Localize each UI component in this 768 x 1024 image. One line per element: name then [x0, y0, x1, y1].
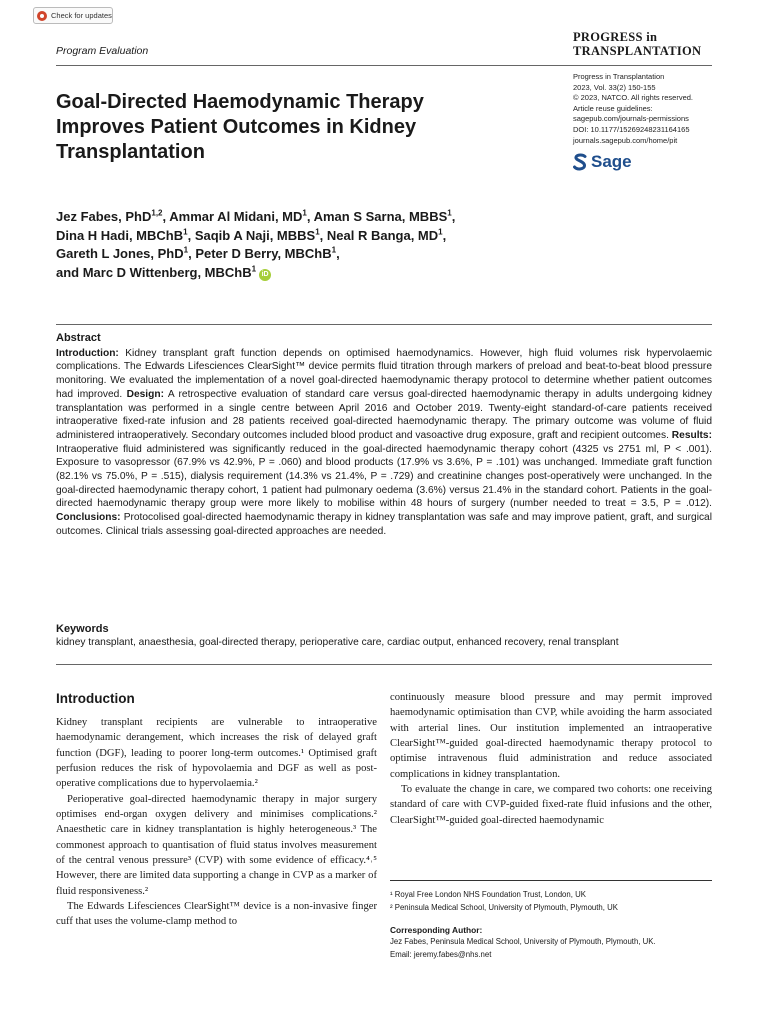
affiliations — [390, 888, 712, 914]
journal-logo-line2: TRANSPLANTATION — [573, 44, 702, 58]
author: Jez Fabes, PhD$^{1,2}$, — [56, 208, 170, 224]
abstract-conclusions-label: Conclusions: — [56, 512, 121, 524]
introduction-heading: Introduction — [56, 691, 135, 706]
corresponding-author — [390, 924, 712, 961]
update-check-icon — [37, 11, 47, 21]
affiliation-1: ¹ Royal Free London NHS Foundation Trust, London, UK — [390, 890, 586, 899]
author: Ammar Al Midani, $MD^1$, — [169, 208, 314, 224]
meta-permissions-link[interactable]: sagepub.com/journals-permissions — [573, 114, 689, 124]
keywords-heading: Keywords — [56, 623, 109, 635]
body-column-left — [56, 690, 377, 930]
keywords — [56, 622, 712, 650]
abstract-results-label: Results: — [671, 429, 712, 441]
meta-volume: 2023, Vol. 33(2) 150-155 — [573, 82, 656, 92]
article-metadata — [573, 72, 693, 146]
publisher-logo — [573, 152, 632, 172]
abstract-intro-label: Introduction: — [56, 347, 119, 359]
journal-logo-line1: PROGRESS in — [573, 30, 658, 44]
meta-reuse-label: Article reuse guidelines: — [573, 103, 653, 113]
section-label: Program Evaluation — [56, 45, 149, 57]
journal-logo — [573, 30, 701, 58]
meta-copyright: © 2023, NATCO. All rights reserved. — [573, 93, 694, 103]
author: and Marc D Wittenberg, MBChB$^1$ — [56, 264, 257, 281]
author: Saqib A Naji, MBBS$^1$, — [194, 227, 327, 243]
article-title: Goal-Directed Haemodynamic Therapy Improves Patient Outcomes in Kidney Transplantation — [56, 91, 424, 163]
abstract-heading: Abstract — [56, 332, 101, 344]
abstract-design-text: A retrospective evaluation of standard care versus goal-directed haemodynamic therapy in adults undergoing kidney transplantation was performed in a single centre between April 2016 and October 2019. Twenty-eight standard-of-care patients received intraoperative fixed-rate infusion and 28 patients received goal-directed haemodynamic therapy. The primary outcome was volume of fluid administered intraoperatively. Secondary outcomes included blood product and vasoactive drug exposure, graft and recipient outcomes. — [56, 388, 713, 441]
corresponding-author-address: Jez Fabes, Peninsula Medical School, University of Plymouth, Plymouth, UK. — [390, 937, 656, 947]
abstract-body — [56, 347, 712, 539]
meta-doi[interactable]: DOI: 10.1177/15269248231164165 — [573, 124, 690, 134]
check-for-updates-badge[interactable] — [33, 7, 113, 24]
meta-journal: Progress in Transplantation — [573, 72, 665, 81]
publisher-name: Sage — [591, 152, 632, 171]
author-list — [56, 208, 576, 283]
abstract-design-label: Design: — [126, 388, 164, 400]
abstract-results-text: Intraoperative fluid administered was significantly reduced in the goal-directed haemodynamic therapy cohort (4325 vs 2751 ml, P < .001). Exposure to vasopressor (67.9% vs 42.9%, P = .060) and blood products (17.9% vs 3.6%, P = .101) was unchanged. Immediate graft function (82.1% vs 75.0%, P = .515), dialysis requirement (14.3% vs 21.4%, P = .729) and creatinine changes post-operatively were unchanged. In the goal-directed haemodynamic therapy cohort, 1 patient had pulmonary oedema (3.6%) versus 21.4% in the standard cohort. Patients in the goal-directed haemodynamic therapy group were more likely to mobilise within 48 hours of surgery (number needed to treat = 3.5, P = .012). — [56, 443, 712, 510]
author: Aman S Sarna, MBBS$^1$, — [313, 208, 456, 224]
author: Neal R Banga, $MD^1$, — [326, 227, 447, 243]
corresponding-author-heading: Corresponding Author: — [390, 925, 483, 935]
abstract-conclusions-text: Protocolised goal-directed haemodynamic therapy in kidney transplantation was safe and may improve patient, graft, and surgical outcomes. Clinical trials assessing goal-directed approaches are needed. — [56, 512, 712, 537]
abstract — [56, 332, 712, 539]
body-paragraph: The Edwards Lifesciences ClearSight™ device is a non-invasive finger cuff that uses the volume-clamp method to — [56, 901, 377, 928]
orcid-icon[interactable]: iD — [259, 269, 271, 281]
corresponding-author-email[interactable]: Email: jeremy.fabes@nhs.net — [390, 949, 492, 959]
footnote-divider — [390, 880, 712, 881]
abstract-divider — [56, 324, 712, 325]
body-column-right — [390, 690, 712, 828]
body-paragraph: continuously measure blood pressure and may permit improved haemodynamic optimisation than CVP, while avoiding the harm associated with arterial lines. Our institution implemented an intraoperative ClearSight™-guided goal-directed haemodynamic therapy protocol to optimise intravenous fluid administration and reduce associated complications in kidney transplantation. — [390, 692, 712, 780]
badge-label: Check for updates — [51, 11, 112, 20]
body-divider — [56, 664, 712, 665]
sage-logo-icon — [573, 153, 587, 171]
abstract-intro-text: Kidney transplant graft function depends on optimised haemodynamics. However, high fluid volumes risk hypervolaemic complications. The Edwards Lifesciences ClearSight™ device permits fluid titration through markers of preload and beat-to-beat blood pressure monitoring. We evaluated the implementation of a novel goal-directed haemodynamic therapy protocol to determine whether patient outcomes had improved. — [56, 347, 712, 400]
header-divider — [56, 65, 712, 66]
body-paragraph: To evaluate the change in care, we compared two cohorts: one receiving standard of care with CVP-guided fixed-rate fluid infusions and the other, ClearSight™-guided goal-directed haemodynamic — [390, 784, 712, 826]
body-paragraph: Kidney transplant recipients are vulnerable to intraoperative haemodynamic derangement, which increases the risk of delayed graft function (DGF), leading to poorer long-term outcomes.¹ Optimised graft perfusion reduces the risk of hypovolaemia and DGF as well as post-operative complications due to hypervolaemia.² — [56, 717, 377, 790]
affiliation-2: ² Peninsula Medical School, University of Plymouth, Plymouth, UK — [390, 903, 618, 912]
meta-journal-link[interactable]: journals.sagepub.com/home/pit — [573, 135, 678, 145]
author: Dina H Hadi, MBChB$^1$, — [56, 227, 195, 243]
author: Peter D Berry, MBChB$^1$, — [195, 246, 340, 262]
keywords-text: kidney transplant, anaesthesia, goal-directed therapy, perioperative care, cardiac output, enhanced recovery, renal transplant — [56, 637, 619, 648]
body-paragraph: Perioperative goal-directed haemodynamic therapy in major surgery optimises end-organ oxygen delivery and minimises complications.² Anaesthetic care in kidney transplantation is highly heterogeneous.³ The commonest approach to quantisation of fluid status involves measurement of the central venous pressure³ (CVP) with some evidence of efficacy.⁴˒⁵ However, there are limited data supporting a change in CVP as a marker of fluid responsiveness.² — [56, 793, 377, 897]
author: Gareth L Jones, PhD$^1$, — [56, 246, 196, 262]
